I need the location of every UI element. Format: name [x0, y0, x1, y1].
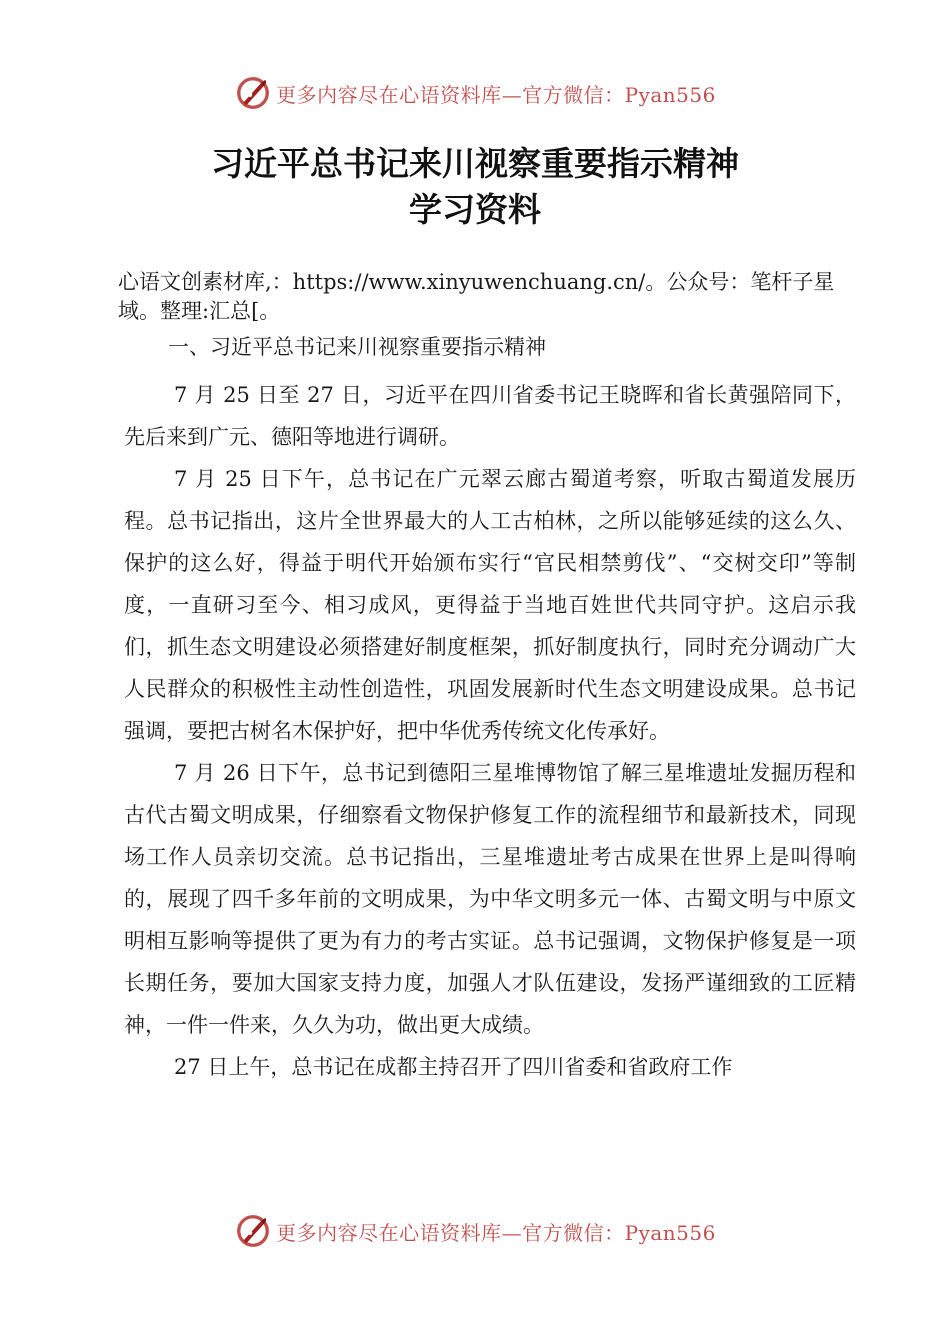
paragraph-3: 7 月 26 日下午，总书记到德阳三星堆博物馆了解三星堆遗址发掘历程和古代古蜀文明成果，仔细察看文物保护修复工作的流程细节和最新技术，同现场工作人员亲切交流。总书记指出，三星堆遗址考古成果在世界上是叫得响的，展现了四千多年前的文明成果，为中华文明多元一体、古蜀文明与中原文明相互影响等提供了更为有力的考古实证。总书记强调，文物保护修复是一项长期任务，要加大国家支持力度，加强人才队伍建设，发扬严谨细致的工匠精神，一件一件来，久久为功，做出更大成绩。: [124, 761, 856, 1037]
source-note: 心语文创素材库,：https://www.xinyuwenchuang.cn/。公众号：笔杆子星域。整理:汇总[。: [118, 270, 835, 323]
pen-logo-icon: [234, 74, 272, 112]
section-heading: 一、习近平总书记来川视察重要指示精神: [168, 335, 546, 359]
document-title-line-1: 习近平总书记来川视察重要指示精神: [211, 144, 739, 183]
banner-text: 更多内容尽在心语资料库—官方微信：Pyan556: [276, 1220, 716, 1245]
document-title-line-2: 学习资料: [409, 190, 541, 229]
header-banner: [0, 74, 950, 112]
pen-logo-icon: [234, 1212, 272, 1250]
footer-banner: [0, 1212, 950, 1250]
paragraph-4: 27 日上午，总书记在成都主持召开了四川省委和省政府工作: [174, 1055, 733, 1079]
paragraph-1: 7 月 25 日至 27 日，习近平在四川省委书记王晓晖和省长黄强陪同下，先后来到广元、德阳等地进行调研。: [124, 383, 856, 449]
document-body: [118, 268, 868, 1088]
banner-text: 更多内容尽在心语资料库—官方微信：Pyan556: [276, 82, 716, 107]
paragraph-2: 7 月 25 日下午，总书记在广元翠云廊古蜀道考察，听取古蜀道发展历程。总书记指出，这片全世界最大的人工古柏林，之所以能够延续的这么久、保护的这么好，得益于明代开始颁布实行“官民相禁剪伐”、“交树交印”等制度，一直研习至今、相习成风，更得益于当地百姓世代共同守护。这启示我们，抓生态文明建设必须搭建好制度框架，抓好制度执行，同时充分调动广大人民群众的积极性主动性创造性，巩固发展新时代生态文明建设成果。总书记强调，要把古树名木保护好，把中华优秀传统文化传承好。: [124, 467, 856, 743]
